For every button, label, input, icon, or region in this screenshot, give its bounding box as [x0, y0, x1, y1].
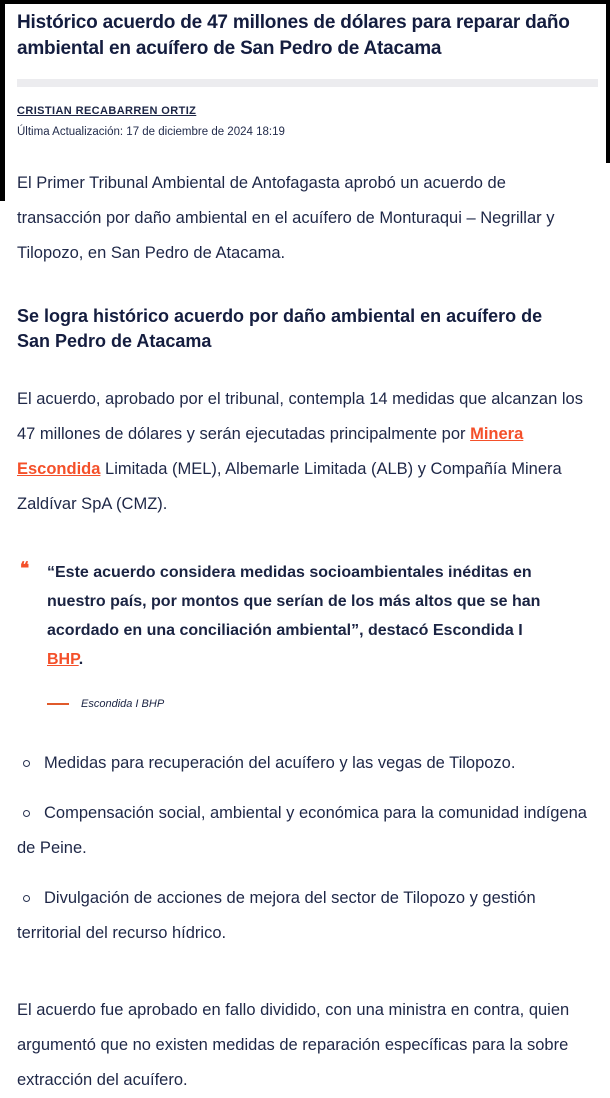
list-item: [17, 881, 594, 951]
bullet-circle-icon: [23, 895, 30, 902]
closing-text: El acuerdo fue aprobado en fallo dividido, con una ministra en contra, quien argumentó que no existen medidas de reparación específicas para la sobre extracción del acuífero.: [17, 1001, 570, 1089]
lead-paragraph: [17, 166, 594, 271]
list-item-text: Medidas para recuperación del acuífero y las vegas de Tilopozo.: [44, 754, 516, 772]
quote-attribution: [47, 698, 552, 710]
quote-text-post: .: [78, 651, 84, 668]
attribution-dash: [47, 703, 69, 705]
quote-text-pre: “Este acuerdo considera medidas socioambientales inéditas en nuestro país, por montos que serían de los más altos que se han acordado en una conciliación ambiental”, destacó Escondida I: [47, 564, 541, 639]
quote-icon: ❝: [20, 559, 30, 578]
bullet-circle-icon: [23, 760, 30, 767]
list-item-text: Compensación social, ambiental y económica para la comunidad indígena de Peine.: [17, 804, 587, 857]
frame-border-right: [606, 0, 610, 163]
attribution-source: Escondida I BHP: [81, 698, 165, 710]
frame-border-top: [0, 0, 610, 4]
body-paragraph: [17, 382, 594, 522]
divider-bar: [17, 79, 598, 87]
quote-body: [47, 558, 552, 710]
list-item-text: Divulgación de acciones de mejora del sector de Tilopozo y gestión territorial del recurso hídrico.: [17, 889, 536, 942]
measures-list: [17, 746, 594, 951]
minera-escondida-link[interactable]: Minera Escondida: [17, 425, 524, 478]
author-byline-link[interactable]: CRISTIAN RECABARREN ORTIZ: [17, 105, 197, 117]
body-text-post: Limitada (MEL), Albemarle Limitada (ALB) y Compañía Minera Zaldívar SpA (CMZ).: [17, 460, 562, 513]
blockquote: [17, 558, 594, 710]
quote-text: [47, 558, 552, 674]
last-updated-text: Última Actualización: 17 de diciembre de 2024 18:19: [17, 126, 285, 138]
closing-paragraph: [17, 993, 594, 1098]
bhp-link[interactable]: BHP: [47, 651, 79, 668]
bullet-circle-icon: [23, 810, 30, 817]
subheading: Se logra histórico acuerdo por daño ambiental en acuífero de San Pedro de Atacama: [17, 306, 543, 351]
list-item: [17, 746, 594, 781]
list-item: [17, 796, 594, 866]
body-text-pre: El acuerdo, aprobado por el tribunal, contempla 14 medidas que alcanzan los 47 millones de dólares y serán ejecutadas principalmente por: [17, 390, 583, 443]
article-title: Histórico acuerdo de 47 millones de dólares para reparar daño ambiental en acuífero de San Pedro de Atacama: [17, 12, 570, 59]
lead-text: El Primer Tribunal Ambiental de Antofagasta aprobó un acuerdo de transacción por daño ambiental en el acuífero de Monturaqui – Negrillar y Tilopozo, en San Pedro de Atacama.: [17, 174, 555, 262]
frame-border-left: [0, 0, 5, 201]
